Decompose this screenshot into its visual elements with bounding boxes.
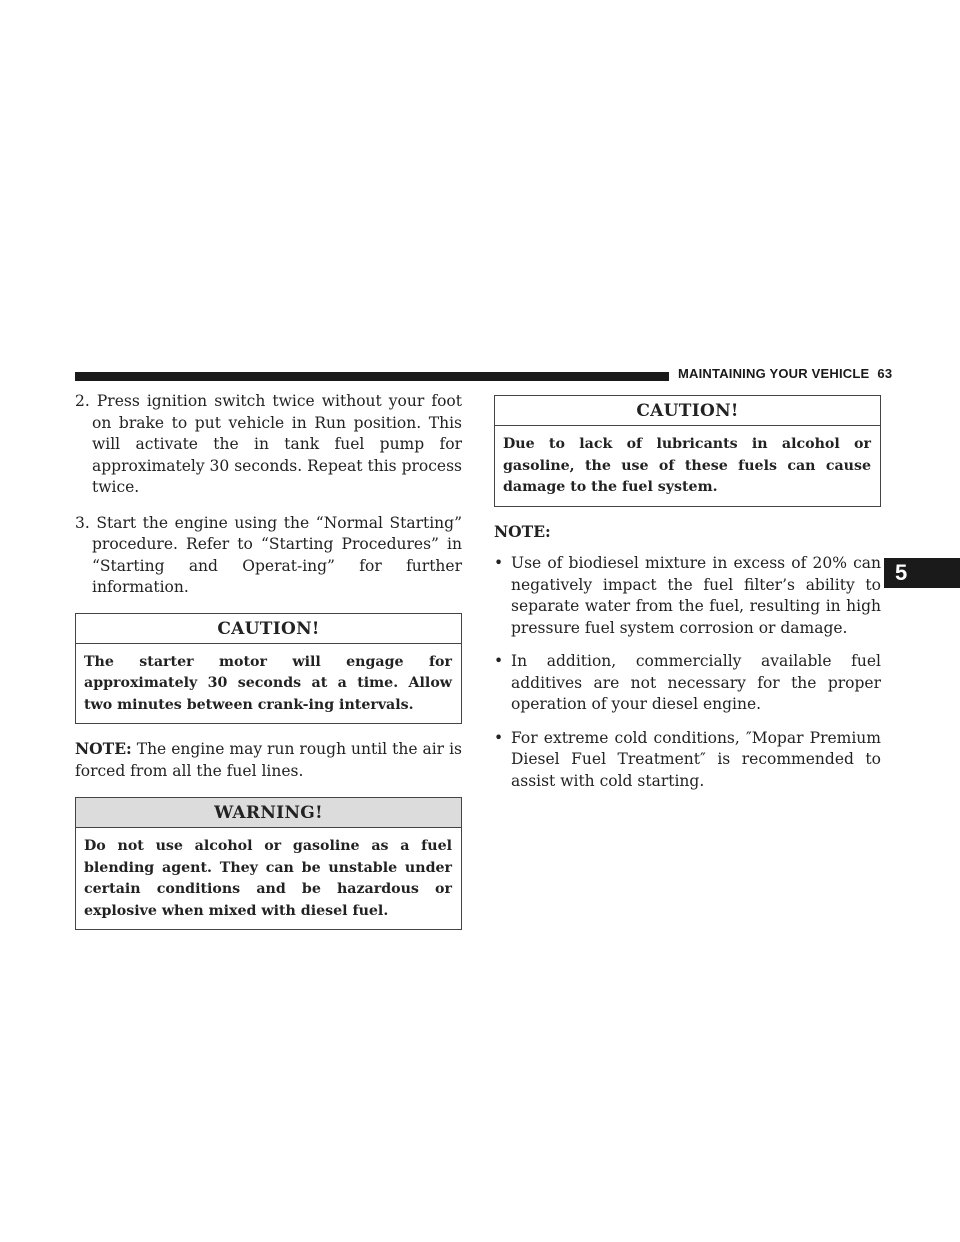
- section-title: MAINTAINING YOUR VEHICLE: [678, 366, 870, 381]
- warning-title: WARNING!: [76, 798, 461, 828]
- caution-title: CAUTION!: [76, 614, 461, 644]
- list-item-text: For extreme cold conditions, ″Mopar Premium Diesel Fuel Treatment″ is recommended to assist with cold starting.: [511, 728, 881, 790]
- note-bullet-list: [494, 553, 881, 792]
- left-column: [75, 391, 462, 944]
- note-label: NOTE:: [494, 521, 551, 541]
- chapter-tab: 5: [884, 558, 960, 588]
- list-item-text: Use of biodiesel mixture in excess of 20% can negatively impact the fuel filter’s ability to separate water from the fuel, resulting in high pressure fuel system corrosion or damage.: [511, 554, 881, 637]
- note-heading: [494, 521, 881, 544]
- note-paragraph: [75, 738, 462, 782]
- page-number: 63: [877, 366, 893, 381]
- bullet-icon: •: [494, 652, 504, 670]
- warning-box: [75, 797, 462, 930]
- running-header: [678, 366, 893, 381]
- list-item: [494, 651, 881, 716]
- bullet-icon: •: [494, 554, 504, 572]
- caution-box-fuel: [494, 395, 881, 507]
- caution-title: CAUTION!: [495, 396, 880, 426]
- caution-text: The starter motor will engage for approximately 30 seconds at a time. Allow two minutes between crank-ing intervals.: [84, 653, 452, 713]
- step-2: 2. Press ignition switch twice without your foot on brake to put vehicle in Run position. This will activate the in tank fuel pump for approximately 30 seconds. Repeat this process twice.: [75, 392, 462, 496]
- caution-box: [75, 613, 462, 725]
- right-column: [494, 395, 881, 804]
- bullet-icon: •: [494, 728, 504, 747]
- header-rule: [75, 372, 669, 381]
- note-text: The engine may run rough until the air is forced from all the fuel lines.: [75, 740, 462, 780]
- list-item: [494, 728, 881, 793]
- note-label: NOTE:: [75, 739, 132, 758]
- list-item: [494, 553, 881, 639]
- warning-text: Do not use alcohol or gasoline as a fuel blending agent. They can be unstable under certain conditions and be hazardous or explosive when mixed with diesel fuel.: [84, 838, 452, 919]
- caution-text: Due to lack of lubricants in alcohol or gasoline, the use of these fuels can cause damage to the fuel system.: [503, 436, 871, 495]
- step-3: 3. Start the engine using the “Normal Starting” procedure. Refer to “Starting Procedures” in “Starting and Operat-ing” for further information.: [75, 513, 462, 596]
- list-item-text: In addition, commercially available fuel additives are not necessary for the proper operation of your diesel engine.: [511, 652, 881, 713]
